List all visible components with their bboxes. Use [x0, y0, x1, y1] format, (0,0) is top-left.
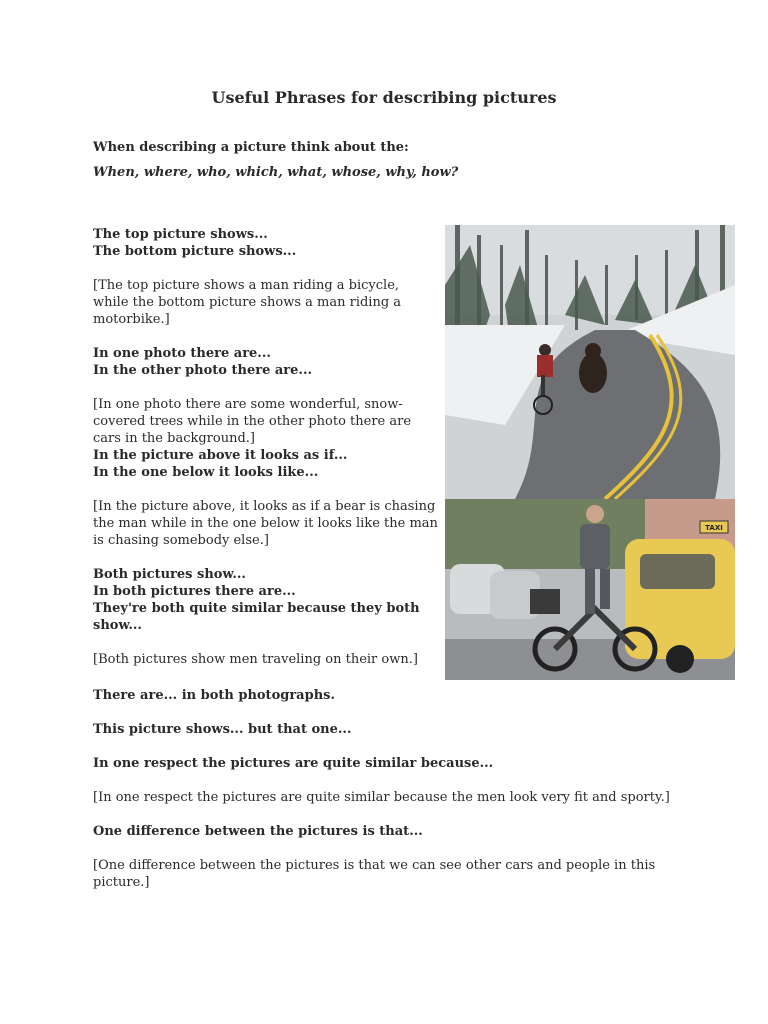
phrase-both-similar: They're both quite similar because they both show...	[93, 601, 420, 633]
phrase-both-photographs-block	[93, 687, 713, 704]
photo-column	[445, 225, 735, 680]
intro-question: When describing a picture think about the:	[93, 140, 409, 155]
phrase-above-looks-as-if: In the picture above it looks as if...	[93, 448, 348, 463]
phrase-below-looks-like: In the one below it looks like...	[93, 465, 319, 480]
phrase-both-show: Both pictures show...	[93, 567, 246, 582]
phrase-other-photo: In the other photo there are...	[93, 363, 312, 378]
intro-question-words: When, where, who, which, what, whose, why, how?	[93, 165, 459, 180]
phrase-respect: In one respect the pictures are quite similar because...	[93, 756, 494, 771]
cyclist-bear-road-photo	[445, 225, 735, 499]
phrase-this-that: This picture shows... but that one...	[93, 722, 352, 737]
phrase-one-photo: In one photo there are...	[93, 346, 271, 361]
phrase-bottom-picture: The bottom picture shows...	[93, 244, 297, 259]
example-both: [Both pictures show men traveling on their own.]	[93, 652, 418, 667]
example-difference: [One difference between the pictures is that we can see other cars and people in this picture.]	[93, 858, 656, 890]
example-top-bottom: [The top picture shows a man riding a bicycle, while the bottom picture shows a man riding a motorbike.]	[93, 278, 402, 327]
phrase-both-there-are: In both pictures there are...	[93, 584, 296, 599]
example-one-other: [In one photo there are some wonderful, snow-covered trees while in the other photo there are cars in the background.]	[93, 397, 412, 446]
phrase-respect-block	[93, 755, 713, 806]
example-respect: [In one respect the pictures are quite similar because the men look very fit and sporty.]	[93, 790, 670, 805]
motorbike-street-photo	[445, 499, 735, 680]
phrase-both-photographs: There are... in both photographs.	[93, 688, 335, 703]
phrase-difference-block	[93, 823, 713, 891]
phrase-this-that-block	[93, 721, 713, 738]
phrase-top-picture: The top picture shows...	[93, 227, 268, 242]
page-title: Useful Phrases for describing pictures	[211, 88, 557, 107]
phrase-column	[93, 226, 438, 668]
taxi-sign: TAXI	[705, 524, 723, 532]
example-above-below: [In the picture above, it looks as if a bear is chasing the man while in the one below it looks like the man is chasing somebody else.]	[93, 499, 438, 548]
phrase-difference: One difference between the pictures is that...	[93, 824, 423, 839]
